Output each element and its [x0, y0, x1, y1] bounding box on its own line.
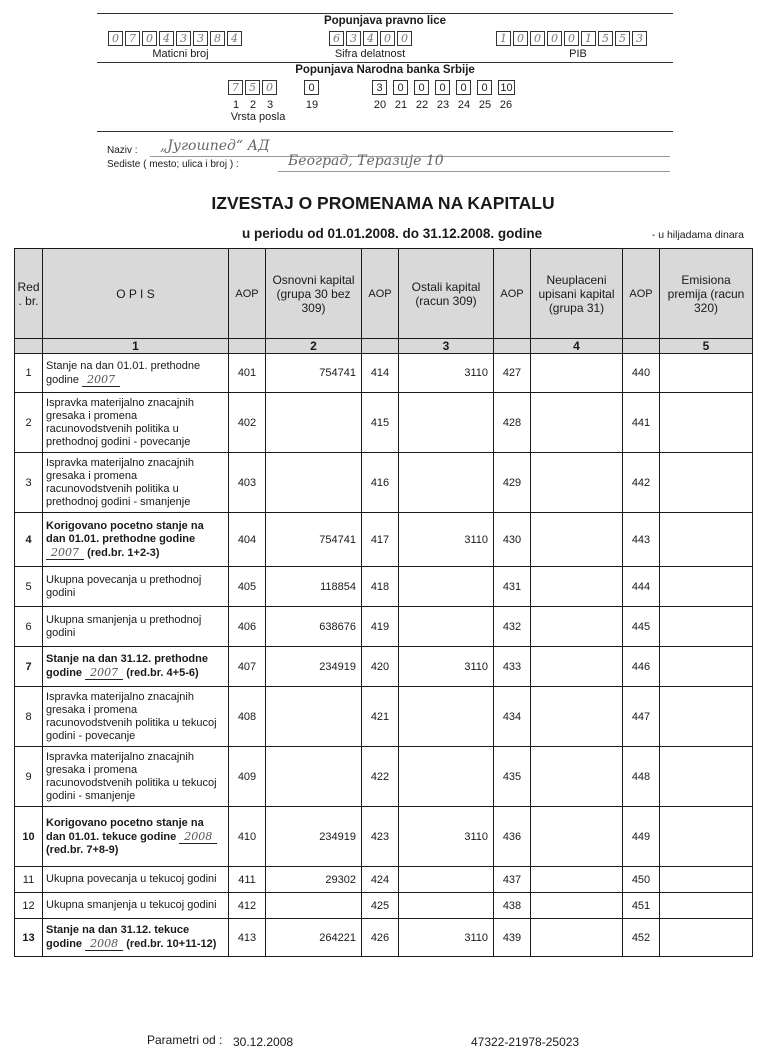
sediste-label: Sediste ( mesto; ulica i broj ) : — [107, 159, 239, 170]
aop-code: 446 — [623, 647, 660, 687]
col-header-opis: O P I S — [43, 249, 229, 339]
colnum-blank — [623, 339, 660, 354]
digit-box[interactable]: 1 — [496, 31, 511, 46]
digit-box[interactable]: 0 — [513, 31, 528, 46]
formula-text: (red.br. 7+8-9) — [46, 843, 119, 856]
aop-code: 410 — [229, 807, 266, 867]
ostali-kapital-value[interactable]: 3110 — [399, 354, 494, 393]
emisiona-premija-value[interactable] — [660, 747, 753, 807]
aop-code: 439 — [494, 919, 531, 957]
aop-code: 449 — [623, 807, 660, 867]
ostali-kapital-value[interactable] — [399, 747, 494, 807]
neuplaceni-kapital-value[interactable] — [531, 867, 623, 893]
col-header-neuplaceni: Neuplaceni upisani kapital (grupa 31) — [531, 249, 623, 339]
row-description — [43, 453, 229, 513]
aop-code: 442 — [623, 453, 660, 513]
field-19-number: 19 — [305, 99, 319, 111]
digit-box[interactable]: 0 — [530, 31, 545, 46]
description-text: Ispravka materijalno znacajnih gresaka i promena racunovodstvenih politika u tekucoj godini - povecanje — [46, 690, 217, 742]
table-row — [15, 807, 753, 867]
neuplaceni-kapital-value[interactable] — [531, 807, 623, 867]
row-description — [43, 354, 229, 393]
digit-box[interactable]: 0 — [477, 80, 492, 95]
digit-box[interactable]: 4 — [227, 31, 242, 46]
ostali-kapital-value[interactable]: 3110 — [399, 647, 494, 687]
colnum-5: 5 — [660, 339, 753, 354]
aop-code: 445 — [623, 607, 660, 647]
handwritten-year: 2008 — [85, 937, 123, 951]
formula-text: (red.br. 10+11-12) — [126, 938, 217, 950]
aop-code: 422 — [362, 747, 399, 807]
emisiona-premija-value[interactable] — [660, 647, 753, 687]
aop-code: 409 — [229, 747, 266, 807]
ostali-kapital-value[interactable]: 3110 — [399, 513, 494, 567]
row-number: 4 — [15, 513, 43, 567]
aop-code: 450 — [623, 867, 660, 893]
description-text: Ispravka materijalno znacajnih gresaka i promena racunovodstvenih politika u prethodnoj godini - smanjenje — [46, 456, 194, 508]
fields-20-26-boxes — [372, 80, 515, 95]
colnum-blank — [15, 339, 43, 354]
digit-box[interactable]: 4 — [363, 31, 378, 46]
aop-code: 419 — [362, 607, 399, 647]
report-period: u periodu od 01.01.2008. do 31.12.2008. godine — [242, 226, 543, 241]
row-number: 2 — [15, 393, 43, 453]
legal-entity-section-title: Popunjava pravno lice — [323, 15, 447, 27]
digit-box[interactable]: 0 — [547, 31, 562, 46]
handwritten-year: 2007 — [82, 373, 120, 387]
row-number: 11 — [15, 867, 43, 893]
ostali-kapital-value[interactable] — [399, 453, 494, 513]
ostali-kapital-value[interactable] — [399, 893, 494, 919]
digit-box[interactable]: 0 — [414, 80, 429, 95]
ostali-kapital-value[interactable]: 3110 — [399, 807, 494, 867]
digit-box[interactable]: 10 — [498, 80, 515, 95]
description-text: Ukupna povecanja u tekucoj godini — [46, 873, 217, 885]
row-number: 7 — [15, 647, 43, 687]
field-number: 1 — [232, 99, 240, 111]
emisiona-premija-value[interactable] — [660, 393, 753, 453]
neuplaceni-kapital-value[interactable] — [531, 567, 623, 607]
aop-code: 431 — [494, 567, 531, 607]
table-row — [15, 687, 753, 747]
aop-code: 417 — [362, 513, 399, 567]
osnovni-kapital-value[interactable] — [266, 453, 362, 513]
row-number: 8 — [15, 687, 43, 747]
neuplaceni-kapital-value[interactable] — [531, 919, 623, 957]
aop-code: 406 — [229, 607, 266, 647]
field-number: 3 — [266, 99, 274, 111]
aop-code: 408 — [229, 687, 266, 747]
colnum-blank — [229, 339, 266, 354]
aop-code: 438 — [494, 893, 531, 919]
row-description — [43, 893, 229, 919]
osnovni-kapital-value[interactable]: 264221 — [266, 919, 362, 957]
digit-box[interactable]: 3 — [632, 31, 647, 46]
aop-code: 413 — [229, 919, 266, 957]
row-description — [43, 567, 229, 607]
emisiona-premija-value[interactable] — [660, 687, 753, 747]
digit-box[interactable]: 4 — [159, 31, 174, 46]
formula-text: (red.br. 4+5-6) — [126, 667, 199, 679]
aop-code: 448 — [623, 747, 660, 807]
digit-box[interactable]: 0 — [108, 31, 123, 46]
aop-code: 443 — [623, 513, 660, 567]
neuplaceni-kapital-value[interactable] — [531, 647, 623, 687]
emisiona-premija-value[interactable] — [660, 453, 753, 513]
emisiona-premija-value[interactable] — [660, 607, 753, 647]
description-text: Ispravka materijalno znacajnih gresaka i promena racunovodstvenih politika u prethodnoj godini - povecanje — [46, 396, 194, 448]
osnovni-kapital-value[interactable]: 118854 — [266, 567, 362, 607]
table-row — [15, 513, 753, 567]
handwritten-year: 2007 — [46, 546, 84, 560]
aop-code: 436 — [494, 807, 531, 867]
neuplaceni-kapital-value[interactable] — [531, 354, 623, 393]
field-number: 23 — [436, 99, 450, 111]
field-number: 20 — [373, 99, 387, 111]
col-header-aop-2: AOP — [362, 249, 399, 339]
maticni-broj-boxes — [108, 31, 242, 46]
table-row — [15, 893, 753, 919]
colnum-1: 1 — [43, 339, 229, 354]
row-description — [43, 919, 229, 957]
digit-box[interactable]: 0 — [435, 80, 450, 95]
header-top-rule — [97, 13, 673, 14]
header-bottom-rule — [97, 131, 673, 132]
neuplaceni-kapital-value[interactable] — [531, 893, 623, 919]
table-row — [15, 919, 753, 957]
handwritten-year: 2008 — [179, 830, 217, 844]
vrsta-posla-label: Vrsta posla — [230, 111, 286, 123]
aop-code: 440 — [623, 354, 660, 393]
aop-code: 411 — [229, 867, 266, 893]
table-row — [15, 607, 753, 647]
aop-code: 402 — [229, 393, 266, 453]
neuplaceni-kapital-value[interactable] — [531, 607, 623, 647]
row-number: 6 — [15, 607, 43, 647]
column-number-row — [15, 339, 753, 354]
row-description — [43, 687, 229, 747]
row-number: 9 — [15, 747, 43, 807]
ostali-kapital-value[interactable] — [399, 867, 494, 893]
osnovni-kapital-value[interactable]: 638676 — [266, 607, 362, 647]
aop-code: 444 — [623, 567, 660, 607]
osnovni-kapital-value[interactable]: 234919 — [266, 647, 362, 687]
aop-code: 405 — [229, 567, 266, 607]
field-number: 22 — [415, 99, 429, 111]
vrsta-posla-boxes — [228, 80, 277, 95]
osnovni-kapital-value[interactable] — [266, 687, 362, 747]
digit-box[interactable]: 0 — [393, 80, 408, 95]
digit-box[interactable]: 0 — [564, 31, 579, 46]
row-number: 3 — [15, 453, 43, 513]
description-text: Korigovano pocetno stanje na dan 01.01. prethodne godine — [46, 519, 204, 545]
aop-code: 414 — [362, 354, 399, 393]
aop-code: 401 — [229, 354, 266, 393]
row-description — [43, 513, 229, 567]
parametri-date: 30.12.2008 — [233, 1035, 294, 1049]
aop-code: 441 — [623, 393, 660, 453]
col-header-aop-3: AOP — [494, 249, 531, 339]
ostali-kapital-value[interactable]: 3110 — [399, 919, 494, 957]
table-row — [15, 647, 753, 687]
aop-code: 432 — [494, 607, 531, 647]
emisiona-premija-value[interactable] — [660, 893, 753, 919]
neuplaceni-kapital-value[interactable] — [531, 513, 623, 567]
digit-box[interactable]: 3 — [372, 80, 387, 95]
emisiona-premija-value[interactable] — [660, 354, 753, 393]
col-header-aop-4: AOP — [623, 249, 660, 339]
emisiona-premija-value[interactable] — [660, 513, 753, 567]
emisiona-premija-value[interactable] — [660, 867, 753, 893]
aop-code: 447 — [623, 687, 660, 747]
header-row — [15, 249, 753, 339]
aop-code: 418 — [362, 567, 399, 607]
osnovni-kapital-value[interactable]: 234919 — [266, 807, 362, 867]
aop-code: 437 — [494, 867, 531, 893]
aop-code: 452 — [623, 919, 660, 957]
description-text: Stanje na dan 01.01. prethodne godine — [46, 359, 201, 386]
pib-boxes — [496, 31, 647, 46]
row-description — [43, 747, 229, 807]
description-text: Korigovano pocetno stanje na dan 01.01. tekuce godine — [46, 816, 204, 843]
digit-box[interactable]: 3 — [346, 31, 361, 46]
colnum-4: 4 — [531, 339, 623, 354]
table-row — [15, 867, 753, 893]
description-text: Ukupna smanjenja u prethodnoj godini — [46, 613, 202, 639]
digit-box[interactable]: 8 — [210, 31, 225, 46]
field-number: 26 — [499, 99, 513, 111]
sifra-delatnosti-label: Sifra delatnost — [334, 48, 406, 60]
digit-box[interactable]: 0 — [304, 80, 319, 95]
control-code: 47322-21978-25023 — [471, 1035, 580, 1049]
digit-box[interactable]: 5 — [615, 31, 630, 46]
ostali-kapital-value[interactable] — [399, 687, 494, 747]
neuplaceni-kapital-value[interactable] — [531, 393, 623, 453]
digit-box[interactable]: 0 — [262, 80, 277, 95]
parametri-label: Parametri od : — [147, 1033, 223, 1047]
digit-box[interactable]: 0 — [380, 31, 395, 46]
aop-code: 428 — [494, 393, 531, 453]
col-header-emisiona: Emisiona premija (racun 320) — [660, 249, 753, 339]
emisiona-premija-value[interactable] — [660, 807, 753, 867]
pib-label: PIB — [569, 48, 587, 60]
maticni-broj-label: Maticni broj — [152, 48, 209, 60]
emisiona-premija-value[interactable] — [660, 567, 753, 607]
row-number: 12 — [15, 893, 43, 919]
osnovni-kapital-value[interactable]: 754741 — [266, 354, 362, 393]
row-number: 1 — [15, 354, 43, 393]
digit-box[interactable]: 0 — [142, 31, 157, 46]
unit-note: - u hiljadama dinara — [651, 229, 744, 241]
field-number: 2 — [249, 99, 257, 111]
aop-code: 426 — [362, 919, 399, 957]
aop-code: 434 — [494, 687, 531, 747]
colnum-blank — [494, 339, 531, 354]
naziv-label: Naziv : — [107, 145, 138, 156]
table-row — [15, 747, 753, 807]
osnovni-kapital-value[interactable] — [266, 393, 362, 453]
col-header-aop-1: AOP — [229, 249, 266, 339]
description-text: Stanje na dan 31.12. tekuce godine — [46, 924, 190, 950]
row-description — [43, 867, 229, 893]
digit-box[interactable]: 0 — [456, 80, 471, 95]
osnovni-kapital-value[interactable]: 754741 — [266, 513, 362, 567]
aop-code: 435 — [494, 747, 531, 807]
aop-code: 403 — [229, 453, 266, 513]
aop-code: 433 — [494, 647, 531, 687]
colnum-2: 2 — [266, 339, 362, 354]
aop-code: 423 — [362, 807, 399, 867]
description-text: Ukupna smanjenja u tekucoj godini — [46, 899, 217, 911]
digit-box[interactable]: 6 — [329, 31, 344, 46]
digit-box[interactable]: 0 — [397, 31, 412, 46]
aop-code: 412 — [229, 893, 266, 919]
table-row — [15, 354, 753, 393]
row-description — [43, 807, 229, 867]
col-header-red-br: Red . br. — [15, 249, 43, 339]
osnovni-kapital-value[interactable] — [266, 747, 362, 807]
sediste-underline — [278, 171, 670, 172]
aop-code: 451 — [623, 893, 660, 919]
ostali-kapital-value[interactable] — [399, 567, 494, 607]
neuplaceni-kapital-value[interactable] — [531, 687, 623, 747]
sifra-delatnosti-boxes — [329, 31, 412, 46]
colnum-3: 3 — [399, 339, 494, 354]
field-19-box — [304, 80, 319, 95]
digit-box[interactable]: 3 — [176, 31, 191, 46]
aop-code: 416 — [362, 453, 399, 513]
table-row — [15, 393, 753, 453]
osnovni-kapital-value[interactable] — [266, 893, 362, 919]
sediste-value: Београд, Теразије 10 — [288, 153, 444, 169]
field-number: 24 — [457, 99, 471, 111]
row-description — [43, 647, 229, 687]
row-description — [43, 607, 229, 647]
aop-code: 420 — [362, 647, 399, 687]
row-description — [43, 393, 229, 453]
report-title: IZVESTAJ O PROMENAMA NA KAPITALU — [211, 193, 555, 213]
digit-box[interactable]: 7 — [125, 31, 140, 46]
aop-code: 427 — [494, 354, 531, 393]
row-number: 10 — [15, 807, 43, 867]
table-row — [15, 567, 753, 607]
header-mid-rule — [97, 62, 673, 63]
table-row — [15, 453, 753, 513]
aop-code: 424 — [362, 867, 399, 893]
ostali-kapital-value[interactable] — [399, 393, 494, 453]
digit-box[interactable]: 5 — [598, 31, 613, 46]
capital-changes-table — [14, 248, 753, 957]
digit-box[interactable]: 1 — [581, 31, 596, 46]
aop-code: 430 — [494, 513, 531, 567]
handwritten-year: 2007 — [85, 666, 123, 680]
formula-text: (red.br. 1+2-3) — [87, 546, 160, 559]
ostali-kapital-value[interactable] — [399, 607, 494, 647]
naziv-value: „Југошпед“ АД — [160, 138, 270, 154]
aop-code: 425 — [362, 893, 399, 919]
aop-code: 404 — [229, 513, 266, 567]
aop-code: 429 — [494, 453, 531, 513]
emisiona-premija-value[interactable] — [660, 919, 753, 957]
aop-code: 407 — [229, 647, 266, 687]
nbs-section-title: Popunjava Narodna banka Srbije — [295, 64, 475, 76]
description-text: Ukupna povecanja u prethodnoj godini — [46, 573, 202, 599]
field-number: 21 — [394, 99, 408, 111]
digit-box[interactable]: 7 — [228, 80, 243, 95]
col-header-osnovni: Osnovni kapital (grupa 30 bez 309) — [266, 249, 362, 339]
col-header-ostali: Ostali kapital (racun 309) — [399, 249, 494, 339]
neuplaceni-kapital-value[interactable] — [531, 747, 623, 807]
digit-box[interactable]: 3 — [193, 31, 208, 46]
aop-code: 421 — [362, 687, 399, 747]
field-number: 25 — [478, 99, 492, 111]
aop-code: 415 — [362, 393, 399, 453]
osnovni-kapital-value[interactable]: 29302 — [266, 867, 362, 893]
description-text: Ispravka materijalno znacajnih gresaka i promena racunovodstvenih politika u tekucoj godini - smanjenje — [46, 750, 217, 802]
description-text: Stanje na dan 31.12. prethodne godine — [46, 653, 208, 679]
row-number: 5 — [15, 567, 43, 607]
row-number: 13 — [15, 919, 43, 957]
digit-box[interactable]: 5 — [245, 80, 260, 95]
neuplaceni-kapital-value[interactable] — [531, 453, 623, 513]
colnum-blank — [362, 339, 399, 354]
